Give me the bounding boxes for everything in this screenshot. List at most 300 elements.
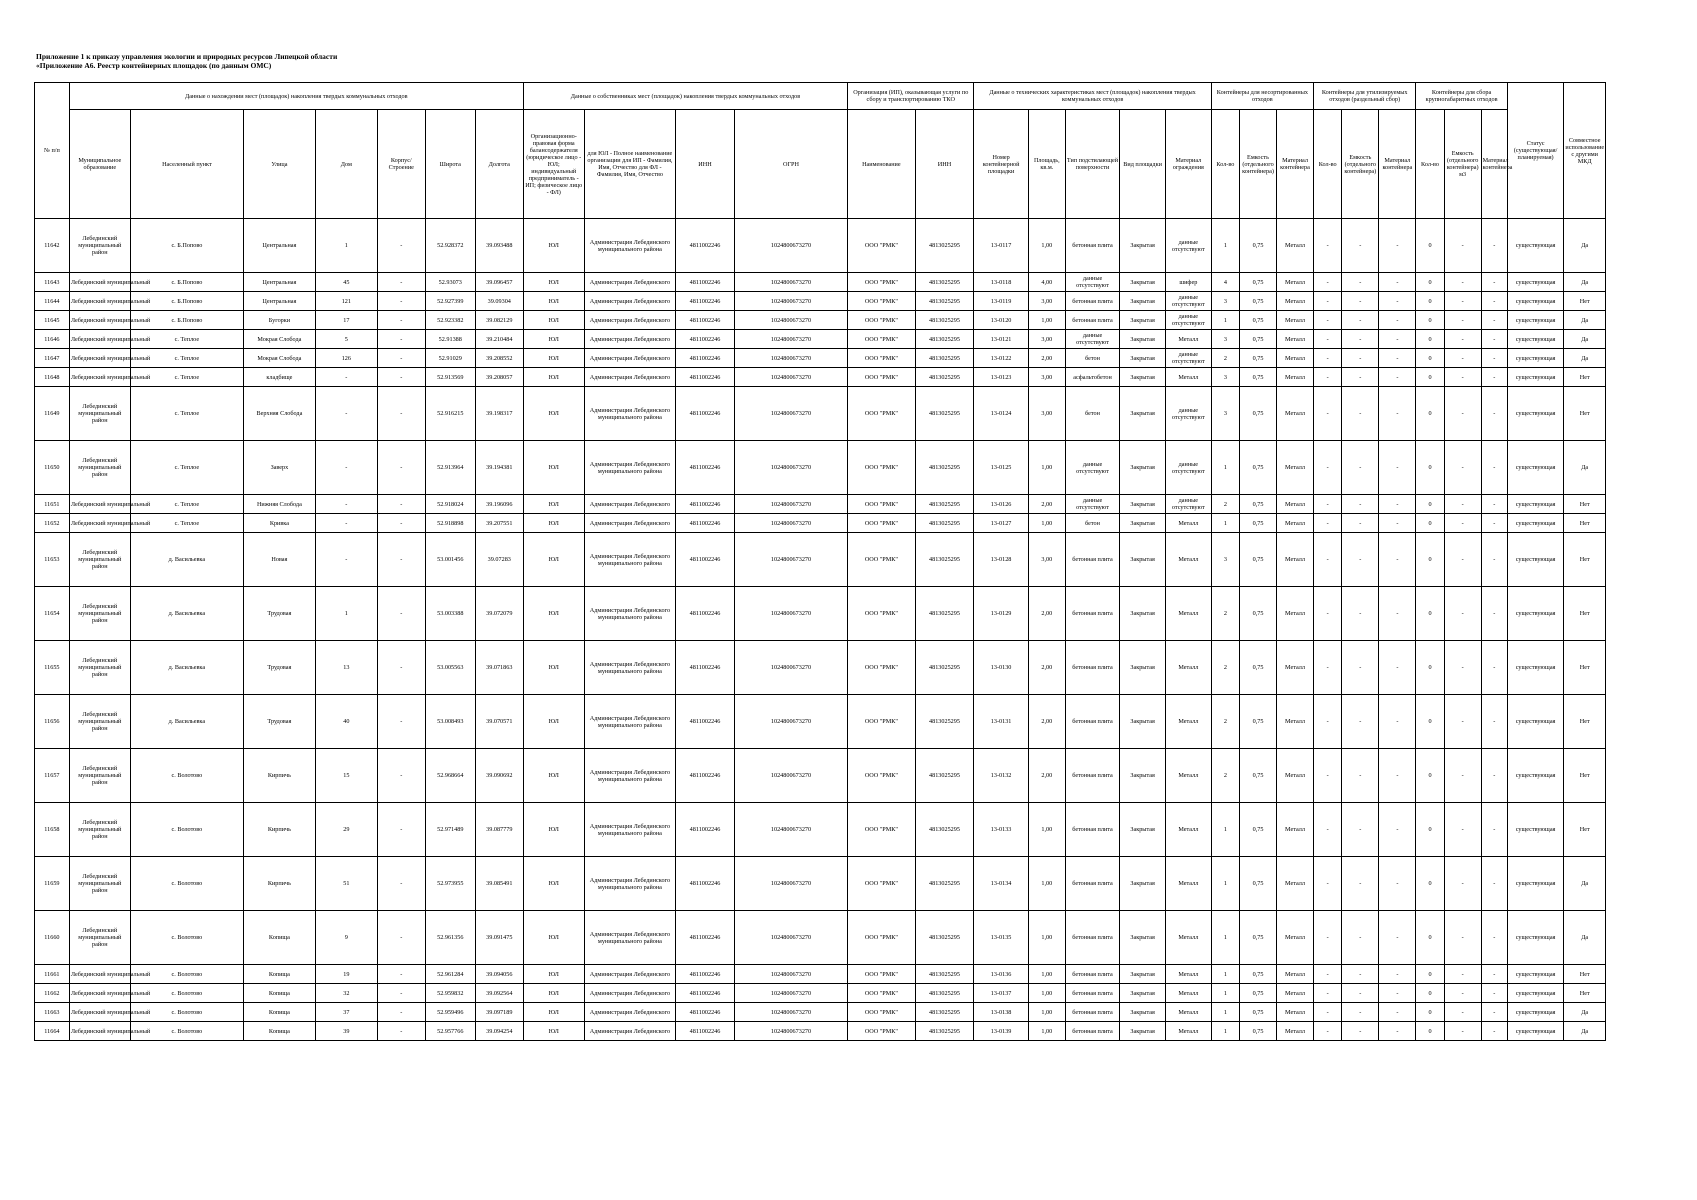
cell-bulky-volume: -	[1444, 1003, 1481, 1022]
cell-site-number: 13-0117	[974, 219, 1028, 273]
cell-legal-form: ЮЛ	[523, 387, 584, 441]
cell-operator-inn: 4813025295	[915, 349, 974, 368]
cell-shared: Нет	[1564, 292, 1606, 311]
cell-site-number: 13-0126	[974, 495, 1028, 514]
cell-operator-name: ООО "РМК"	[848, 387, 915, 441]
cell-settlement: с. Волотово	[130, 857, 243, 911]
cell-bulky-volume: -	[1444, 857, 1481, 911]
col-settlement: Населенный пункт	[130, 110, 243, 219]
cell-unsorted-material: Металл	[1277, 514, 1314, 533]
cell-bulky-count: 0	[1416, 1022, 1444, 1041]
table-row	[35, 330, 1606, 349]
col-latitude: Широта	[425, 110, 475, 219]
cell-recycle-volume: -	[1342, 911, 1379, 965]
cell-street: Новая	[243, 533, 315, 587]
cell-latitude: 52.928372	[425, 219, 475, 273]
cell-operator-name: ООО "РМК"	[848, 219, 915, 273]
cell-surface: бетон	[1065, 514, 1119, 533]
cell-settlement: д. Васильевка	[130, 533, 243, 587]
cell-unsorted-count: 1	[1211, 441, 1239, 495]
cell-unsorted-material: Металл	[1277, 495, 1314, 514]
cell-owner-ogrn: 1024800673270	[734, 349, 847, 368]
cell-unsorted-volume: 0,75	[1240, 349, 1277, 368]
cell-legal-form: ЮЛ	[523, 587, 584, 641]
cell-area: 2,00	[1028, 695, 1065, 749]
cell-bulky-material: -	[1481, 749, 1507, 803]
cell-unsorted-count: 2	[1211, 641, 1239, 695]
cell-longitude: 39.097189	[475, 1003, 523, 1022]
header-recycle-group: Контейнеры для утилизируемых отходов (раздельный сбор)	[1314, 83, 1416, 110]
cell-operator-inn: 4813025295	[915, 749, 974, 803]
table-row	[35, 857, 1606, 911]
cell-latitude: 52.918898	[425, 514, 475, 533]
col-operator-name: Наименование	[848, 110, 915, 219]
cell-street: Копища	[243, 965, 315, 984]
cell-surface: данные отсутствуют	[1065, 330, 1119, 349]
cell-house: 29	[315, 803, 377, 857]
cell-bulky-count: 0	[1416, 495, 1444, 514]
cell-owner-name: Администрация Лебединского муниципального района	[584, 749, 675, 803]
cell-recycle-volume: -	[1342, 1003, 1379, 1022]
cell-owner-ogrn: 1024800673270	[734, 984, 847, 1003]
cell-bulky-count: 0	[1416, 273, 1444, 292]
cell-fence: Металл	[1165, 533, 1211, 587]
cell-status: существующая	[1507, 984, 1564, 1003]
cell-fence: данные отсутствуют	[1165, 495, 1211, 514]
cell-operator-inn: 4813025295	[915, 311, 974, 330]
cell-site-type: Закрытая	[1120, 695, 1166, 749]
cell-owner-ogrn: 1024800673270	[734, 1003, 847, 1022]
cell-operator-name: ООО "РМК"	[848, 349, 915, 368]
cell-operator-name: ООО "РМК"	[848, 1003, 915, 1022]
cell-bulky-volume: -	[1444, 749, 1481, 803]
cell-legal-form: ЮЛ	[523, 803, 584, 857]
cell-bulky-material: -	[1481, 495, 1507, 514]
cell-site-type: Закрытая	[1120, 641, 1166, 695]
cell-owner-inn: 4811002246	[676, 587, 735, 641]
cell-operator-name: ООО "РМК"	[848, 441, 915, 495]
cell-area: 3,00	[1028, 292, 1065, 311]
table-row	[35, 368, 1606, 387]
cell-owner-ogrn: 1024800673270	[734, 857, 847, 911]
cell-house: -	[315, 533, 377, 587]
cell-building: -	[377, 587, 425, 641]
cell-fence: данные отсутствуют	[1165, 387, 1211, 441]
cell-owner-name: Администрация Лебединского муниципального района	[584, 803, 675, 857]
cell-longitude: 39.071863	[475, 641, 523, 695]
cell-site-number: 13-0121	[974, 330, 1028, 349]
cell-unsorted-volume: 0,75	[1240, 695, 1277, 749]
cell-legal-form: ЮЛ	[523, 368, 584, 387]
cell-street: Центральная	[243, 273, 315, 292]
cell-house: 9	[315, 911, 377, 965]
cell-house: -	[315, 441, 377, 495]
cell-longitude: 39.092564	[475, 984, 523, 1003]
cell-area: 4,00	[1028, 273, 1065, 292]
cell-bulky-volume: -	[1444, 803, 1481, 857]
cell-legal-form: ЮЛ	[523, 1022, 584, 1041]
cell-recycle-count: -	[1314, 857, 1342, 911]
col-unsorted-material: Материал контейнера	[1277, 110, 1314, 219]
cell-operator-inn: 4813025295	[915, 911, 974, 965]
cell-status: существующая	[1507, 368, 1564, 387]
cell-shared: Нет	[1564, 387, 1606, 441]
cell-recycle-material: -	[1379, 965, 1416, 984]
cell-shared: Да	[1564, 273, 1606, 292]
cell-legal-form: ЮЛ	[523, 311, 584, 330]
cell-municipality: Лебединский муниципальный	[69, 1022, 130, 1041]
cell-num: 11642	[35, 219, 70, 273]
cell-surface: бетонная плита	[1065, 695, 1119, 749]
table-row	[35, 695, 1606, 749]
col-area: Площадь, кв.м.	[1028, 110, 1065, 219]
cell-owner-ogrn: 1024800673270	[734, 965, 847, 984]
table-row	[35, 349, 1606, 368]
cell-fence: данные отсутствуют	[1165, 219, 1211, 273]
cell-longitude: 39.208057	[475, 368, 523, 387]
cell-municipality: Лебединский муниципальный район	[69, 857, 130, 911]
cell-status: существующая	[1507, 495, 1564, 514]
cell-bulky-count: 0	[1416, 1003, 1444, 1022]
cell-shared: Да	[1564, 219, 1606, 273]
cell-unsorted-material: Металл	[1277, 441, 1314, 495]
cell-area: 1,00	[1028, 1022, 1065, 1041]
col-street: Улица	[243, 110, 315, 219]
cell-unsorted-volume: 0,75	[1240, 965, 1277, 984]
cell-owner-ogrn: 1024800673270	[734, 695, 847, 749]
cell-street: Мокрая Слобода	[243, 330, 315, 349]
header-operator-group: Организация (ИП), оказывающая услуги по сбору и транспортированию ТКО	[848, 83, 974, 110]
cell-bulky-volume: -	[1444, 514, 1481, 533]
cell-street: Заверх	[243, 441, 315, 495]
cell-operator-inn: 4813025295	[915, 219, 974, 273]
cell-settlement: с. Б.Попово	[130, 273, 243, 292]
cell-longitude: 39.090692	[475, 749, 523, 803]
cell-fence: Металл	[1165, 749, 1211, 803]
cell-recycle-count: -	[1314, 1003, 1342, 1022]
cell-operator-inn: 4813025295	[915, 695, 974, 749]
cell-owner-ogrn: 1024800673270	[734, 219, 847, 273]
cell-owner-ogrn: 1024800673270	[734, 292, 847, 311]
cell-fence: Металл	[1165, 695, 1211, 749]
cell-bulky-count: 0	[1416, 803, 1444, 857]
col-building: Корпус/Строение	[377, 110, 425, 219]
cell-recycle-count: -	[1314, 349, 1342, 368]
cell-bulky-count: 0	[1416, 587, 1444, 641]
cell-status: существующая	[1507, 587, 1564, 641]
cell-status: существующая	[1507, 857, 1564, 911]
cell-settlement: с. Теплое	[130, 330, 243, 349]
cell-street: Копища	[243, 1022, 315, 1041]
cell-latitude: 52.961284	[425, 965, 475, 984]
cell-latitude: 52.923382	[425, 311, 475, 330]
cell-surface: бетонная плита	[1065, 965, 1119, 984]
cell-owner-ogrn: 1024800673270	[734, 495, 847, 514]
cell-municipality: Лебединский муниципальный	[69, 1003, 130, 1022]
table-row	[35, 311, 1606, 330]
cell-bulky-volume: -	[1444, 641, 1481, 695]
cell-bulky-volume: -	[1444, 273, 1481, 292]
cell-recycle-volume: -	[1342, 984, 1379, 1003]
cell-building: -	[377, 495, 425, 514]
cell-legal-form: ЮЛ	[523, 911, 584, 965]
cell-surface: бетонная плита	[1065, 641, 1119, 695]
cell-bulky-volume: -	[1444, 441, 1481, 495]
cell-bulky-material: -	[1481, 311, 1507, 330]
cell-owner-inn: 4811002246	[676, 857, 735, 911]
cell-site-number: 13-0128	[974, 533, 1028, 587]
cell-latitude: 52.959832	[425, 984, 475, 1003]
cell-municipality: Лебединский муниципальный район	[69, 533, 130, 587]
cell-operator-name: ООО "РМК"	[848, 803, 915, 857]
col-owner-inn: ИНН	[676, 110, 735, 219]
cell-fence: данные отсутствуют	[1165, 292, 1211, 311]
cell-recycle-volume: -	[1342, 514, 1379, 533]
cell-longitude: 39.07283	[475, 533, 523, 587]
table-row	[35, 911, 1606, 965]
cell-longitude: 39.208552	[475, 349, 523, 368]
cell-house: 19	[315, 965, 377, 984]
cell-site-type: Закрытая	[1120, 1003, 1166, 1022]
cell-bulky-count: 0	[1416, 368, 1444, 387]
cell-area: 1,00	[1028, 219, 1065, 273]
cell-bulky-material: -	[1481, 292, 1507, 311]
col-bulky-volume: Емкость (отдельного контейнера) м3	[1444, 110, 1481, 219]
cell-surface: бетонная плита	[1065, 311, 1119, 330]
cell-street: Кирпичь	[243, 803, 315, 857]
cell-street: Кирпичь	[243, 857, 315, 911]
cell-site-type: Закрытая	[1120, 857, 1166, 911]
cell-legal-form: ЮЛ	[523, 219, 584, 273]
cell-owner-name: Администрация Лебединского	[584, 965, 675, 984]
cell-unsorted-volume: 0,75	[1240, 368, 1277, 387]
cell-status: существующая	[1507, 349, 1564, 368]
cell-recycle-volume: -	[1342, 219, 1379, 273]
cell-owner-inn: 4811002246	[676, 1003, 735, 1022]
cell-unsorted-material: Металл	[1277, 533, 1314, 587]
cell-house: 45	[315, 273, 377, 292]
cell-building: -	[377, 330, 425, 349]
cell-area: 1,00	[1028, 803, 1065, 857]
cell-owner-inn: 4811002246	[676, 533, 735, 587]
cell-building: -	[377, 857, 425, 911]
table-row	[35, 587, 1606, 641]
cell-recycle-material: -	[1379, 273, 1416, 292]
cell-bulky-count: 0	[1416, 219, 1444, 273]
cell-site-number: 13-0138	[974, 1003, 1028, 1022]
cell-area: 1,00	[1028, 911, 1065, 965]
cell-longitude: 39.087779	[475, 803, 523, 857]
cell-num: 11646	[35, 330, 70, 349]
cell-owner-inn: 4811002246	[676, 387, 735, 441]
cell-recycle-count: -	[1314, 984, 1342, 1003]
cell-house: 40	[315, 695, 377, 749]
cell-longitude: 39.091475	[475, 911, 523, 965]
cell-unsorted-count: 1	[1211, 1022, 1239, 1041]
cell-latitude: 52.93073	[425, 273, 475, 292]
cell-municipality: Лебединский муниципальный	[69, 311, 130, 330]
cell-legal-form: ЮЛ	[523, 441, 584, 495]
cell-area: 1,00	[1028, 1003, 1065, 1022]
cell-owner-ogrn: 1024800673270	[734, 641, 847, 695]
col-recycle-count: Кол-во	[1314, 110, 1342, 219]
cell-recycle-material: -	[1379, 441, 1416, 495]
cell-owner-inn: 4811002246	[676, 965, 735, 984]
cell-site-type: Закрытая	[1120, 330, 1166, 349]
cell-bulky-count: 0	[1416, 695, 1444, 749]
cell-street: Верхняя Слобода	[243, 387, 315, 441]
cell-unsorted-material: Металл	[1277, 273, 1314, 292]
cell-site-number: 13-0134	[974, 857, 1028, 911]
cell-street: Бугорки	[243, 311, 315, 330]
cell-operator-inn: 4813025295	[915, 387, 974, 441]
cell-recycle-count: -	[1314, 1022, 1342, 1041]
cell-building: -	[377, 965, 425, 984]
cell-status: существующая	[1507, 292, 1564, 311]
cell-recycle-count: -	[1314, 311, 1342, 330]
cell-house: 121	[315, 292, 377, 311]
cell-recycle-material: -	[1379, 911, 1416, 965]
cell-longitude: 39.210484	[475, 330, 523, 349]
document-header	[36, 52, 337, 70]
cell-status: существующая	[1507, 441, 1564, 495]
cell-site-type: Закрытая	[1120, 387, 1166, 441]
cell-num: 11664	[35, 1022, 70, 1041]
cell-area: 1,00	[1028, 311, 1065, 330]
cell-latitude: 52.959496	[425, 1003, 475, 1022]
cell-municipality: Лебединский муниципальный	[69, 514, 130, 533]
cell-legal-form: ЮЛ	[523, 273, 584, 292]
cell-site-number: 13-0120	[974, 311, 1028, 330]
cell-municipality: Лебединский муниципальный	[69, 368, 130, 387]
cell-recycle-volume: -	[1342, 749, 1379, 803]
cell-settlement: с. Б.Попово	[130, 311, 243, 330]
cell-status: существующая	[1507, 1003, 1564, 1022]
cell-fence: Металл	[1165, 368, 1211, 387]
cell-unsorted-count: 1	[1211, 984, 1239, 1003]
cell-recycle-material: -	[1379, 641, 1416, 695]
cell-owner-name: Администрация Лебединского муниципального района	[584, 641, 675, 695]
cell-bulky-material: -	[1481, 219, 1507, 273]
cell-site-number: 13-0124	[974, 387, 1028, 441]
cell-bulky-material: -	[1481, 533, 1507, 587]
cell-legal-form: ЮЛ	[523, 292, 584, 311]
col-operator-inn: ИНН	[915, 110, 974, 219]
cell-recycle-count: -	[1314, 441, 1342, 495]
cell-unsorted-volume: 0,75	[1240, 219, 1277, 273]
cell-site-number: 13-0137	[974, 984, 1028, 1003]
cell-site-number: 13-0130	[974, 641, 1028, 695]
cell-surface: бетонная плита	[1065, 1003, 1119, 1022]
cell-shared: Да	[1564, 1022, 1606, 1041]
cell-street: Кирпичь	[243, 749, 315, 803]
cell-site-type: Закрытая	[1120, 803, 1166, 857]
cell-surface: бетонная плита	[1065, 1022, 1119, 1041]
cell-bulky-volume: -	[1444, 533, 1481, 587]
table-body	[35, 219, 1606, 1041]
cell-site-number: 13-0122	[974, 349, 1028, 368]
cell-bulky-volume: -	[1444, 368, 1481, 387]
cell-legal-form: ЮЛ	[523, 965, 584, 984]
cell-longitude: 39.082129	[475, 311, 523, 330]
cell-unsorted-volume: 0,75	[1240, 273, 1277, 292]
cell-recycle-volume: -	[1342, 641, 1379, 695]
cell-house: -	[315, 368, 377, 387]
cell-street: Копища	[243, 984, 315, 1003]
header-unsorted-group: Контейнеры для несортированных отходов	[1211, 83, 1313, 110]
table-row	[35, 514, 1606, 533]
cell-status: существующая	[1507, 803, 1564, 857]
cell-bulky-volume: -	[1444, 292, 1481, 311]
cell-building: -	[377, 349, 425, 368]
cell-bulky-material: -	[1481, 387, 1507, 441]
cell-bulky-material: -	[1481, 1022, 1507, 1041]
cell-unsorted-volume: 0,75	[1240, 292, 1277, 311]
cell-num: 11650	[35, 441, 70, 495]
cell-operator-name: ООО "РМК"	[848, 514, 915, 533]
cell-recycle-material: -	[1379, 1003, 1416, 1022]
cell-site-number: 13-0125	[974, 441, 1028, 495]
cell-recycle-volume: -	[1342, 803, 1379, 857]
cell-owner-inn: 4811002246	[676, 330, 735, 349]
col-owner-ogrn: ОГРН	[734, 110, 847, 219]
cell-recycle-count: -	[1314, 587, 1342, 641]
cell-house: -	[315, 514, 377, 533]
cell-num: 11662	[35, 984, 70, 1003]
cell-owner-ogrn: 1024800673270	[734, 514, 847, 533]
cell-bulky-material: -	[1481, 349, 1507, 368]
cell-operator-name: ООО "РМК"	[848, 273, 915, 292]
cell-bulky-volume: -	[1444, 965, 1481, 984]
cell-num: 11663	[35, 1003, 70, 1022]
cell-operator-inn: 4813025295	[915, 273, 974, 292]
header-line-1: Приложение 1 к приказу управления экологии и природных ресурсов Липецкой области	[36, 52, 338, 61]
cell-shared: Да	[1564, 349, 1606, 368]
cell-unsorted-volume: 0,75	[1240, 533, 1277, 587]
cell-bulky-volume: -	[1444, 311, 1481, 330]
cell-settlement: с. Теплое	[130, 514, 243, 533]
cell-building: -	[377, 1022, 425, 1041]
cell-building: -	[377, 311, 425, 330]
cell-longitude: 39.096457	[475, 273, 523, 292]
cell-unsorted-material: Металл	[1277, 349, 1314, 368]
cell-legal-form: ЮЛ	[523, 641, 584, 695]
cell-legal-form: ЮЛ	[523, 857, 584, 911]
cell-unsorted-material: Металл	[1277, 368, 1314, 387]
cell-surface: бетонная плита	[1065, 292, 1119, 311]
cell-num: 11643	[35, 273, 70, 292]
cell-bulky-material: -	[1481, 965, 1507, 984]
cell-legal-form: ЮЛ	[523, 1003, 584, 1022]
cell-bulky-count: 0	[1416, 641, 1444, 695]
cell-recycle-material: -	[1379, 311, 1416, 330]
cell-shared: Да	[1564, 441, 1606, 495]
cell-municipality: Лебединский муниципальный	[69, 273, 130, 292]
cell-municipality: Лебединский муниципальный район	[69, 641, 130, 695]
cell-unsorted-volume: 0,75	[1240, 803, 1277, 857]
cell-bulky-material: -	[1481, 273, 1507, 292]
cell-bulky-material: -	[1481, 587, 1507, 641]
cell-status: существующая	[1507, 219, 1564, 273]
cell-operator-name: ООО "РМК"	[848, 587, 915, 641]
cell-site-type: Закрытая	[1120, 219, 1166, 273]
cell-recycle-count: -	[1314, 641, 1342, 695]
header-tech-group: Данные о технических характеристиках мест (площадок) накопления твердых коммунальных отходов	[974, 83, 1211, 110]
cell-settlement: с. Б.Попово	[130, 292, 243, 311]
cell-num: 11659	[35, 857, 70, 911]
cell-recycle-material: -	[1379, 857, 1416, 911]
cell-street: Трудовая	[243, 587, 315, 641]
